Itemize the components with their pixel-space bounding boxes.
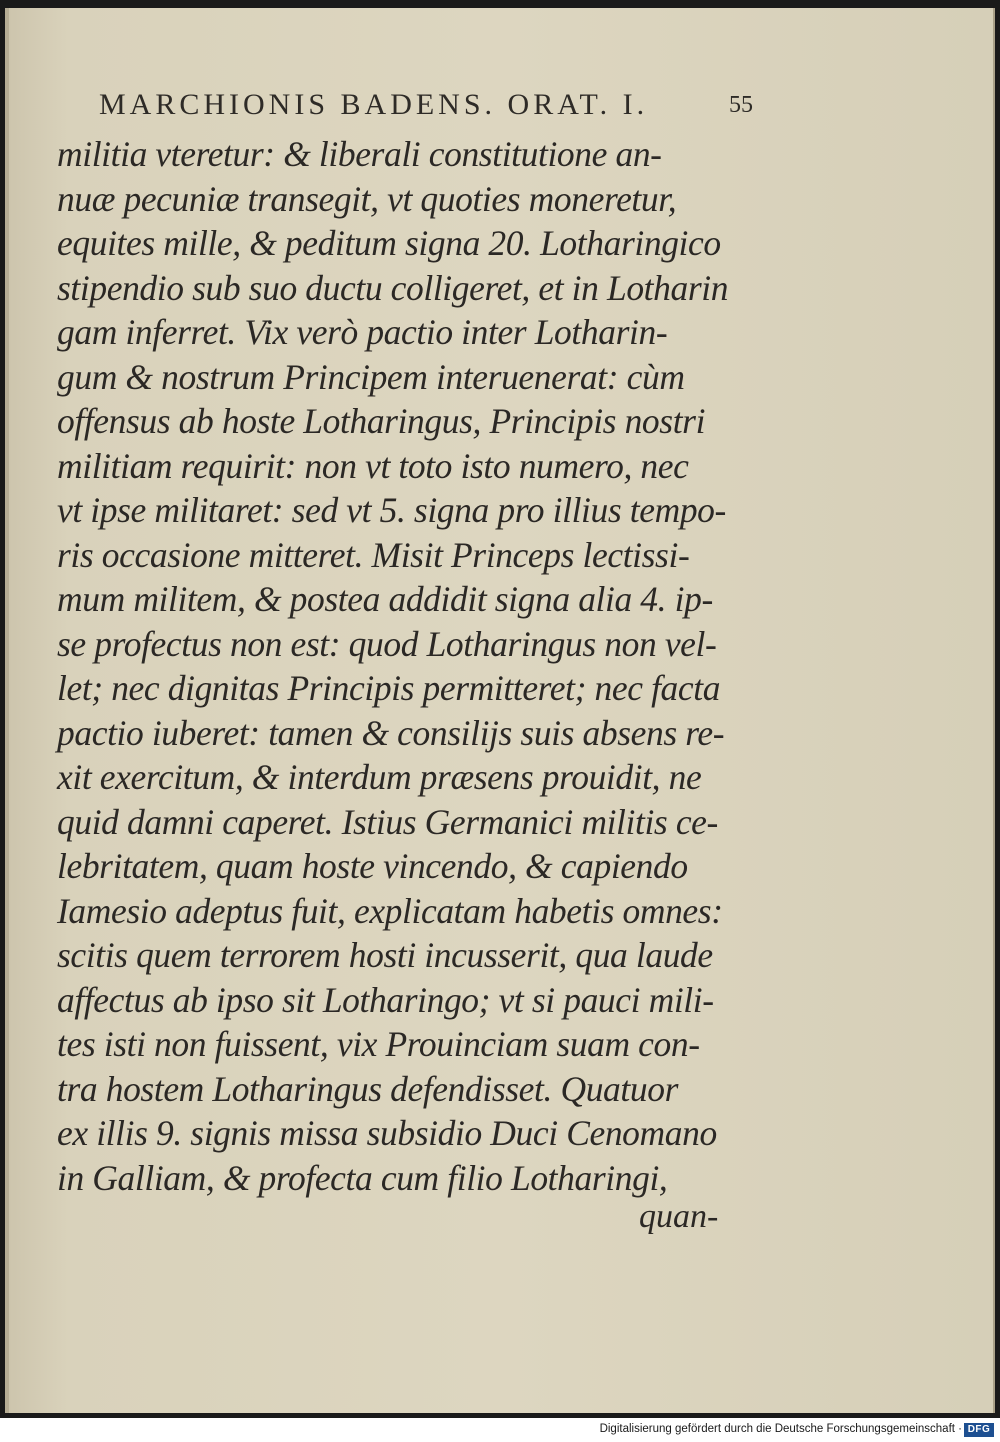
text-line: gum & nostrum Principem interuenerat: cùm xyxy=(57,356,685,397)
text-line: militia vteretur: & liberali constitutione an- xyxy=(57,134,662,174)
text-line: in Galliam, & profecta cum filio Lotharingi, xyxy=(57,1157,668,1198)
text-line: Iamesio adeptus fuit, explicatam habetis omnes: xyxy=(57,890,723,931)
running-head: MARCHIONIS BADENS. ORAT. I. xyxy=(99,88,649,121)
text-line: se profectus non est: quod Lotharingus non vel- xyxy=(57,623,717,664)
text-line: let; nec dignitas Principis permitteret; nec facta xyxy=(57,668,721,708)
text-line: nuæ pecuniæ transegit, vt quoties moneretur, xyxy=(57,178,677,219)
text-line: pactio iuberet: tamen & consilijs suis absens re- xyxy=(57,712,725,753)
text-line: mum militem, & postea addidit signa alia 4. ip- xyxy=(57,579,713,619)
text-line: scitis quem terrorem hosti incusserit, qua laude xyxy=(57,935,713,975)
footer-bar xyxy=(0,1418,1000,1442)
text-line: offensus ab hoste Lotharingus, Principis nostri xyxy=(57,401,706,441)
folio-number: 55 xyxy=(729,92,753,118)
text-line: quid damni caperet. Istius Germanici militis ce- xyxy=(57,801,718,842)
dfg-logo-icon: DFG xyxy=(964,1423,994,1437)
text-line: militiam requirit: non vt toto isto numero, nec xyxy=(57,445,689,486)
text-line: affectus ab ipso sit Lotharingo; vt si pauci mili- xyxy=(57,979,714,1020)
text-line: xit exercitum, & interdum præsens prouidit, ne xyxy=(57,757,702,797)
text-line: lebritatem, quam hoste vincendo, & capiendo xyxy=(57,846,688,886)
text-line: stipendio sub suo ductu colligeret, et in Lotharin xyxy=(57,267,729,308)
text-line: equites mille, & peditum signa 20. Lotharingico xyxy=(57,223,721,263)
text-line: ris occasione mitteret. Misit Princeps lectissi- xyxy=(57,534,690,575)
text-line: gam inferret. Vix verò pactio inter Lotharin- xyxy=(57,312,668,352)
text-line: tra hostem Lotharingus defendisset. Quatuor xyxy=(57,1068,679,1109)
text-line: ex illis 9. signis missa subsidio Duci Cenomano xyxy=(57,1113,717,1153)
catchword: quan- xyxy=(639,1198,719,1235)
funding-notice: Digitalisierung gefördert durch die Deutsche Forschungsgemeinschaft · xyxy=(599,1423,962,1435)
page-text xyxy=(57,132,757,1200)
text-line: tes isti non fuissent, vix Prouinciam suam con- xyxy=(57,1024,700,1064)
text-line: vt ipse militaret: sed vt 5. signa pro illius tempo- xyxy=(57,490,726,530)
book-page xyxy=(5,8,995,1413)
